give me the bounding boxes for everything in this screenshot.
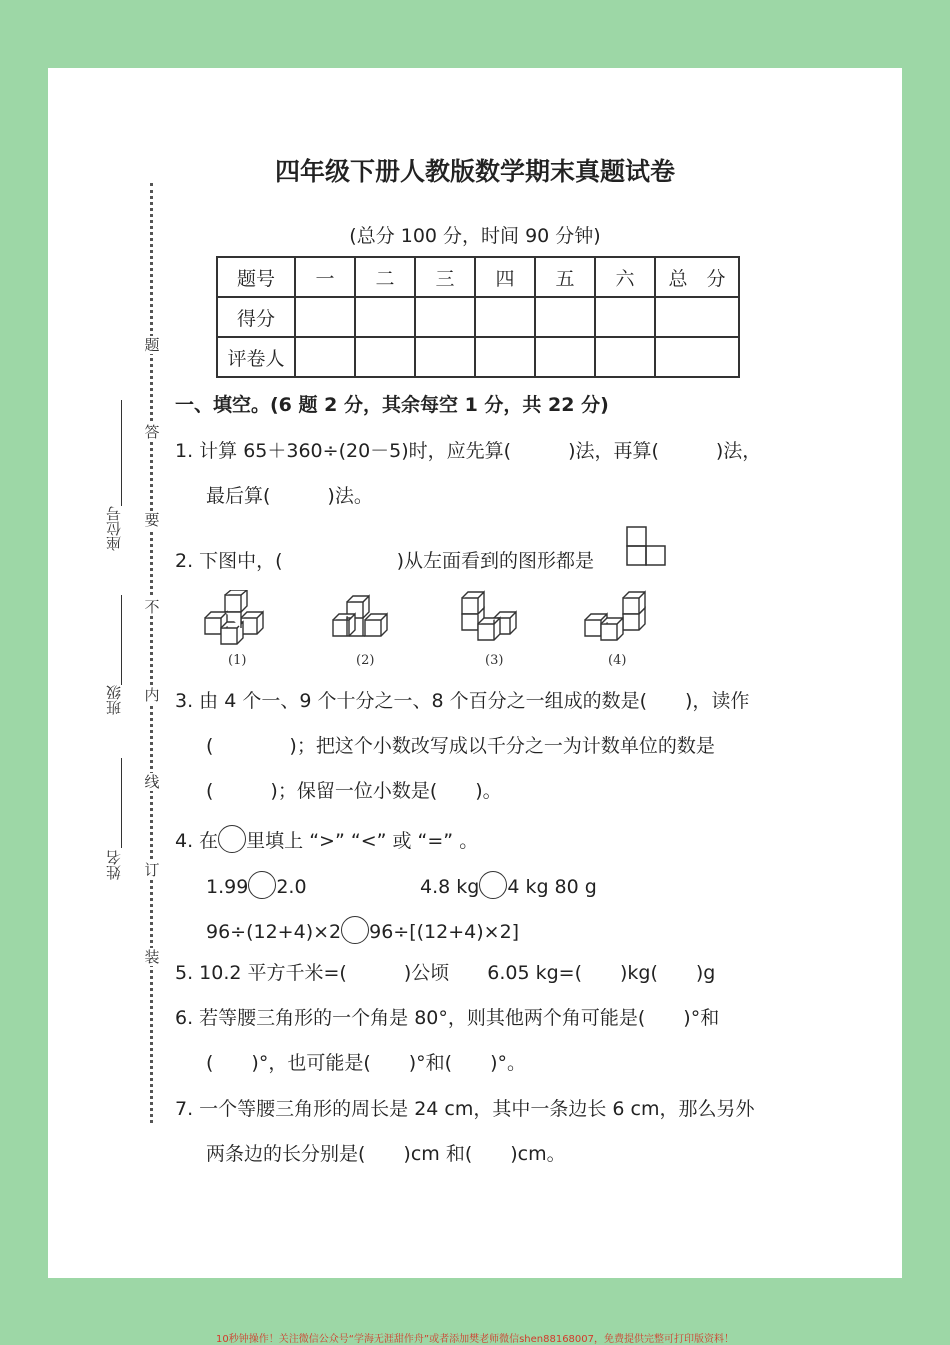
seat-number-field[interactable] bbox=[121, 400, 122, 506]
score-cell[interactable] bbox=[535, 337, 595, 377]
question-7-line-2: 两条边的长分别是( )cm 和( )cm。 bbox=[206, 1143, 566, 1165]
score-cell[interactable] bbox=[355, 297, 415, 337]
compare-right: 4 kg 80 g bbox=[507, 876, 597, 898]
compare-a bbox=[206, 871, 307, 900]
cube-figure-1 bbox=[203, 590, 278, 650]
score-cell[interactable] bbox=[595, 337, 655, 377]
header-cell: 二 bbox=[355, 257, 415, 297]
margin-char: 订 bbox=[142, 861, 162, 879]
row-label: 评卷人 bbox=[217, 337, 295, 377]
margin-char: 答 bbox=[142, 423, 162, 441]
score-cell[interactable] bbox=[655, 337, 739, 377]
cube-figure-3 bbox=[460, 590, 535, 650]
question-2: 2. 下图中，( )从左面看到的图形都是 bbox=[175, 550, 594, 572]
compare-circle[interactable] bbox=[479, 871, 507, 899]
name-field[interactable] bbox=[121, 758, 122, 848]
seat-number-label: 座位号 bbox=[105, 506, 123, 551]
question-1-line-2: 最后算( )法。 bbox=[206, 485, 373, 507]
question-3-line-3: ( )；保留一位小数是( )。 bbox=[206, 780, 502, 802]
figure-label: (4) bbox=[608, 653, 627, 668]
grader-row bbox=[217, 337, 739, 377]
compare-left: 96÷(12+4)×2 bbox=[206, 921, 342, 943]
question-7-line-1: 7. 一个等腰三角形的周长是 24 cm，其中一条边长 6 cm，那么另外 bbox=[175, 1098, 755, 1120]
question-3-line-2: ( )；把这个小数改写成以千分之一为计数单位的数是 bbox=[206, 735, 715, 757]
section-heading: 一、填空。(6 题 2 分，其余每空 1 分，共 22 分) bbox=[175, 394, 609, 416]
score-row bbox=[217, 297, 739, 337]
compare-left: 4.8 kg bbox=[420, 876, 480, 898]
score-cell[interactable] bbox=[295, 337, 355, 377]
score-cell[interactable] bbox=[475, 297, 535, 337]
question-4 bbox=[175, 825, 478, 854]
cube-figure-4 bbox=[583, 590, 658, 650]
compare-circle[interactable] bbox=[248, 871, 276, 899]
question-6-line-2: ( )°，也可能是( )°和( )°。 bbox=[206, 1052, 526, 1074]
score-cell[interactable] bbox=[355, 337, 415, 377]
compare-circle[interactable] bbox=[341, 916, 369, 944]
class-field[interactable] bbox=[121, 595, 122, 685]
score-cell[interactable] bbox=[595, 297, 655, 337]
header-cell: 四 bbox=[475, 257, 535, 297]
margin-char: 题 bbox=[142, 336, 162, 354]
page-title: 四年级下册人教版数学期末真题试卷 bbox=[274, 157, 675, 186]
figure-label: (2) bbox=[356, 653, 375, 668]
compare-b bbox=[420, 871, 597, 900]
question-5: 5. 10.2 平方千米=( )公顷 6.05 kg=( )kg( )g bbox=[175, 962, 716, 984]
row-label: 得分 bbox=[217, 297, 295, 337]
q4-instruction: 里填上 “>” “<” 或 “=” 。 bbox=[246, 830, 479, 852]
cube-figure-2 bbox=[331, 590, 406, 650]
compare-left: 1.99 bbox=[206, 876, 249, 898]
name-label: 姓名 bbox=[105, 850, 123, 880]
exam-paper bbox=[48, 68, 902, 1278]
page-subtitle: (总分 100 分，时间 90 分钟) bbox=[349, 225, 601, 247]
score-cell[interactable] bbox=[655, 297, 739, 337]
margin-char: 要 bbox=[142, 511, 162, 529]
binding-dotted-line bbox=[150, 183, 153, 1123]
compare-c bbox=[206, 916, 519, 945]
figure-label: (1) bbox=[228, 653, 247, 668]
score-table bbox=[216, 256, 740, 378]
compare-right: 96÷[(12+4)×2] bbox=[369, 921, 520, 943]
circle-icon bbox=[218, 825, 246, 853]
q4-prefix: 4. 在 bbox=[175, 830, 219, 852]
figure-label: (3) bbox=[485, 653, 504, 668]
score-cell[interactable] bbox=[415, 337, 475, 377]
header-cell: 三 bbox=[415, 257, 475, 297]
left-view-icon bbox=[626, 526, 668, 568]
margin-char: 不 bbox=[142, 598, 162, 616]
question-1-line-1: 1. 计算 65＋360÷(20－5)时，应先算( )法，再算( )法， bbox=[175, 440, 762, 462]
score-cell[interactable] bbox=[295, 297, 355, 337]
score-cell[interactable] bbox=[535, 297, 595, 337]
footer-notice: 10秒钟操作！关注微信公众号“学海无涯甜作舟”或者添加樊老师微信shen88168007，免费提供完整可打印版资料！ bbox=[215, 1334, 735, 1345]
score-cell[interactable] bbox=[475, 337, 535, 377]
margin-char: 内 bbox=[142, 686, 162, 704]
margin-char: 线 bbox=[142, 773, 162, 791]
question-3-line-1: 3. 由 4 个一、9 个十分之一、8 个百分之一组成的数是( )，读作 bbox=[175, 690, 750, 712]
header-cell: 题号 bbox=[217, 257, 295, 297]
header-cell: 五 bbox=[535, 257, 595, 297]
header-cell: 总 分 bbox=[655, 257, 739, 297]
header-cell: 一 bbox=[295, 257, 355, 297]
class-label: 班级 bbox=[105, 685, 123, 715]
compare-right: 2.0 bbox=[276, 876, 307, 898]
score-header-row bbox=[217, 257, 739, 297]
question-6-line-1: 6. 若等腰三角形的一个角是 80°，则其他两个角可能是( )°和 bbox=[175, 1007, 720, 1029]
margin-char: 装 bbox=[142, 948, 162, 966]
header-cell: 六 bbox=[595, 257, 655, 297]
score-cell[interactable] bbox=[415, 297, 475, 337]
